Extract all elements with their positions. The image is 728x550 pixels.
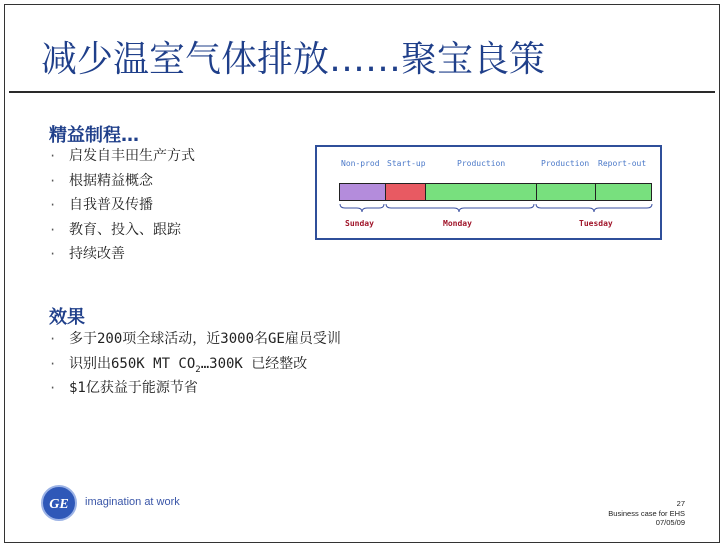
section-heading-results: 效果 — [49, 307, 85, 328]
page-number: 27 — [676, 499, 685, 508]
list-item: · 持续改善 — [49, 242, 195, 267]
slide-title: 减少温室气体排放……聚宝良策 — [41, 39, 546, 80]
day-braces — [339, 203, 659, 213]
svg-text:GE: GE — [49, 497, 69, 512]
bullet-dot: · — [49, 247, 57, 261]
day-label-tuesday: Tuesday — [579, 219, 613, 228]
segment-production — [425, 183, 537, 201]
title-divider — [9, 91, 715, 93]
list-item: · 根据精益概念 — [49, 169, 195, 194]
lean-bullet-list — [49, 144, 195, 267]
results-bullet-list — [49, 327, 341, 401]
segment-startup — [385, 183, 426, 201]
list-item: · 教育、投入、跟踪 — [49, 218, 195, 243]
brand-tagline: imagination at work — [85, 496, 180, 508]
phase-label-reportout: Report-out — [598, 159, 647, 168]
bullet-dot: · — [49, 356, 57, 371]
segment-reportout — [595, 183, 652, 201]
bullet-dot: · — [49, 149, 57, 163]
list-item: · 多于200项全球活动，近3000名GE雇员受训 — [49, 327, 341, 352]
phase-label-production: Production — [457, 159, 506, 168]
section-heading-lean: 精益制程… — [49, 125, 139, 146]
bullet-dot: · — [49, 381, 57, 395]
bullet-dot: · — [49, 332, 57, 346]
segment-nonprod — [339, 183, 386, 201]
list-item: · 识别出650K MT $CO_2\dots 300K$ 已经整改 — [49, 352, 341, 377]
event-timeline-diagram — [315, 145, 662, 240]
phase-label-production-2: Production — [541, 159, 590, 168]
ge-monogram-icon — [43, 487, 75, 519]
list-item: · 启发自丰田生产方式 — [49, 144, 195, 169]
bullet-dot: · — [49, 173, 57, 188]
co2-subscript: 2 — [195, 364, 201, 375]
list-item: · $1亿获益于能源节省 — [49, 376, 341, 401]
segment-production-2 — [536, 183, 596, 201]
list-item: · 自我普及传播 — [49, 193, 195, 218]
bullet-dot: · — [49, 222, 57, 237]
co2-suffix: …300K 已经整改 — [200, 355, 308, 372]
bullet-dot: · — [49, 198, 57, 212]
ge-logo — [41, 485, 77, 521]
slide — [4, 4, 720, 543]
slide-footer — [608, 499, 685, 528]
document-title: Business case for EHS — [608, 508, 685, 518]
slide-date: 07/05/09 — [655, 518, 685, 527]
phase-label-startup: Start-up — [387, 159, 426, 168]
phase-label-nonprod: Non-prod — [341, 159, 380, 168]
day-label-monday: Monday — [443, 219, 472, 228]
day-label-sunday: Sunday — [345, 219, 374, 228]
